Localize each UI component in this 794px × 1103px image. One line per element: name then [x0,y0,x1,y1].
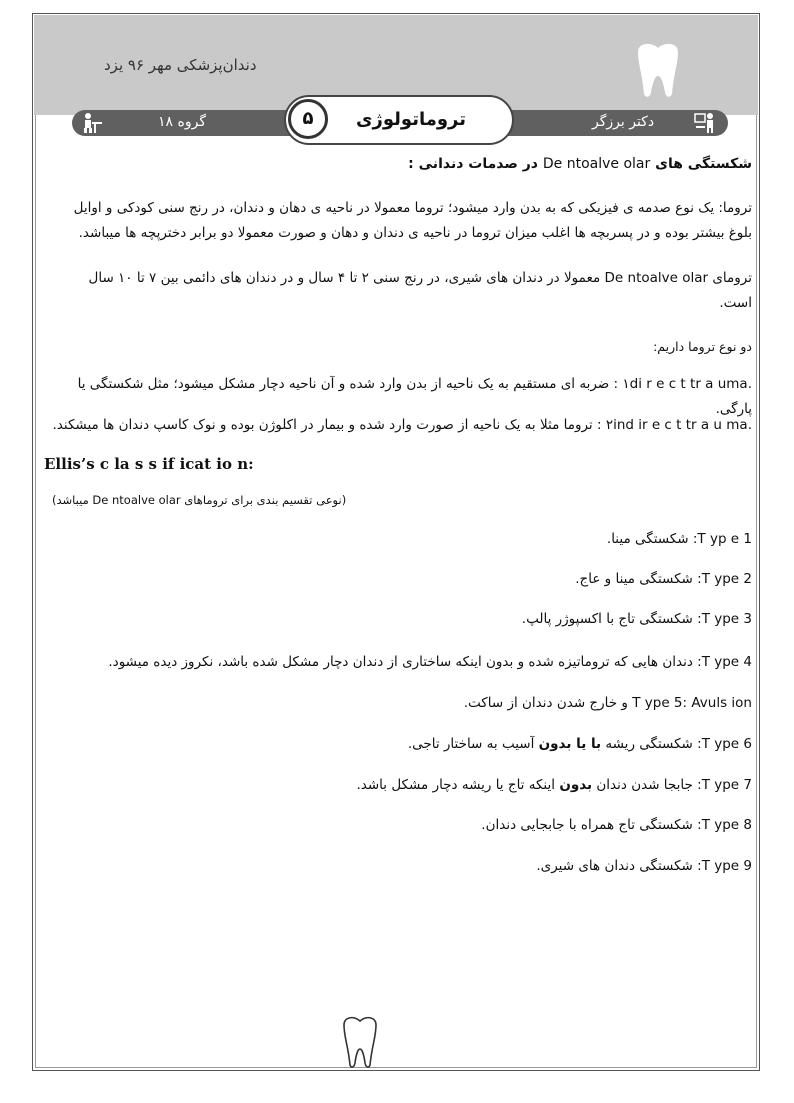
type-7: T ype 7: جابجا شدن دندان بدون اینکه تاج یا ریشه دچار مشکل باشد. [356,777,752,793]
type-1: T yp e 1: شکستگی مینا. [606,531,752,547]
type-5: T ype 5: Avuls ion و خارج شدن دندان از ساکت. [463,695,752,711]
para-trauma-definition-2: بلوغ بیشتر بوده و در پسربچه ها اغلب میزان تروما در ناحیه ی دندان و دهان و صورت معمولا دو برابر دخترپچه ها میباشد. [78,225,752,241]
type-8: T ype 8: شکستگی تاج همراه با جابجایی دندان. [481,817,752,833]
type-9: T ype 9: شکستگی دندان های شیری. [536,858,752,874]
two-types-label: دو نوع تروما داریم: [653,339,752,354]
para-dentoalveolar-1: ترومای De ntoalve olar معمولا در دندان های شیری، در رنج سنی ۲ تا ۴ سال و در دندان های دائمی بین ۷ تا ۱۰ سال [88,270,752,286]
ellis-note: (نوعی تقسیم بندی برای تروماهای De ntoalve olar میباشد) [52,493,347,507]
doctor-label: دکتر برزگر [592,114,655,130]
group-label: گروه ۱۸ [158,114,206,130]
chapter-number: ۵ [288,99,328,139]
type-6: T ype 6: شکستگی ریشه با یا بدون آسیب به ساختار تاجی. [407,736,752,752]
page-title: تروماتولوژی [356,109,466,130]
bottom-tooth-icon [338,1015,382,1069]
university-label: دندان‌پزشکی مهر ۹۶ یزد [104,56,257,74]
student-icon [80,112,104,134]
type-2: T ype 2: شکستگی مینا و عاج. [575,571,752,587]
type-3: T ype 3: شکستگی تاج با اکسپوژر پالپ. [521,611,752,627]
ellis-heading: Ellis’s c la s s if icat io n: [44,455,254,473]
teacher-icon [694,112,718,134]
para-trauma-definition-1: تروما: یک نوع صدمه ی فیزیکی که به بدن وارد میشود؛ تروما معمولا در ناحیه ی دهان و دندان، در رنج سنی کودکی و اوایل [73,200,752,216]
item-direct-trauma: .۱di r e c t tr a uma : ضربه ای مستقیم به یک ناحیه از بدن وارد شده و آن ناحیه دچار مشکل میشود؛ مثل شکستگی یا پارگی. [77,376,752,417]
item-indirect-trauma: .۲ind ir e c t tr a u ma : تروما مثلا به یک ناحیه از صورت وارد شده و بیمار در اکلوژن بوده و نوک کاسپ دندان ها میشکند. [52,417,752,433]
para-dentoalveolar-2: است. [719,295,752,311]
tooth-icon [632,42,684,98]
type-4: T ype 4: دندان هایی که تروماتیزه شده و بدون اینکه ساختاری از دندان دچار مشکل شده باشد، نکروز دیده میشود. [108,654,752,670]
section-heading: شکستگی های De ntoalve olar در صدمات دندانی : [408,156,752,172]
